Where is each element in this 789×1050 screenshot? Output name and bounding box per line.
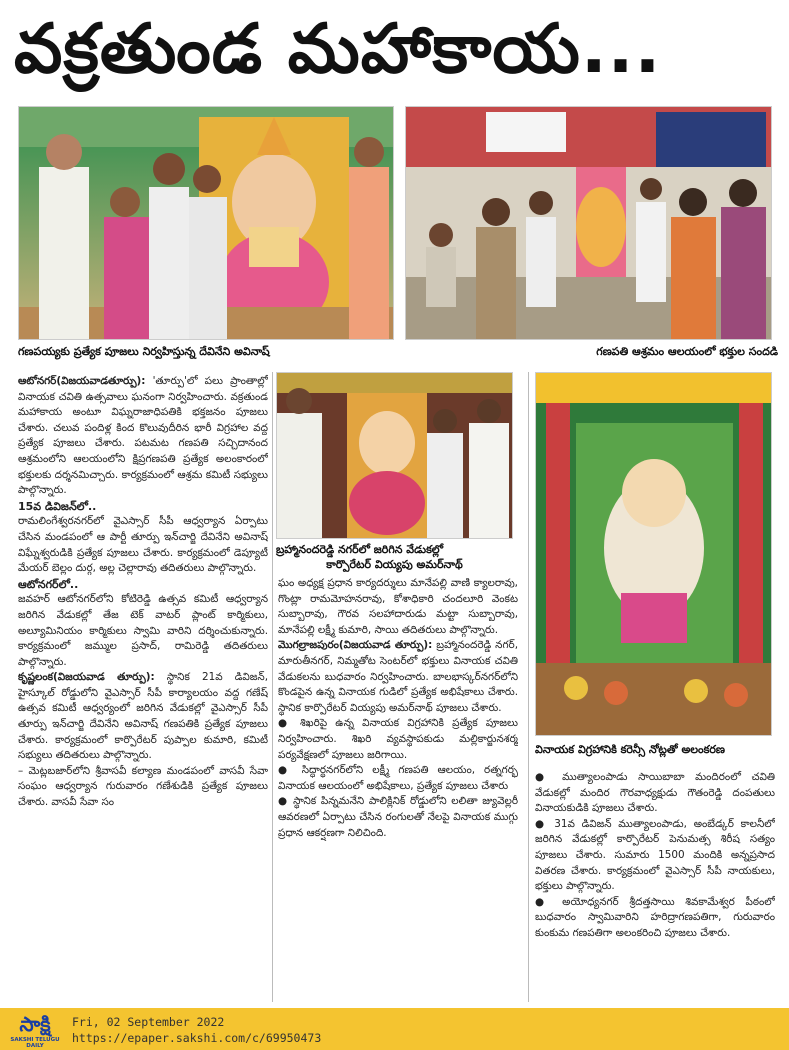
photo2-caption: గణపతి ఆశ్రమం ఆలయంలో భక్తుల సందడి [596, 345, 778, 358]
ganesha-puja-illustration [19, 107, 394, 340]
col2-bullet-3: ● స్థానిక పిన్నమనేని పాలిక్లినిక్ రోడ్డులోని లలితా జ్యువెల్లరీ ఆవరణలో ఏర్పాటు చేసిన రంగులతో నేలపై వినాయక ముగ్గు ప్రధాన ఆకర్షణగా నిలిచింది. [278, 795, 518, 839]
epaper-footer [0, 1008, 789, 1050]
sakshi-logo-mark: సాక్షి [19, 1012, 51, 1036]
article-column-3 [535, 770, 775, 1002]
sakshi-logo [4, 1012, 66, 1049]
ashram-devotees-illustration [406, 107, 772, 340]
col1-para1: 'తూర్పు'లో పలు ప్రాంతాల్లో వినాయక చవితి ఉత్సవాలు ఘనంగా నిర్వహించారు. వక్రతుండ మహాకాయ అంటూ విఘ్నరాజాధిపతికి భక్తజనం పూజలు చేశారు. చలువ పందిళ్ల కింద కొలువుదీరిన భారీ విగ్రహాల వద్ద ప్రత్యేక పూజలు చేశారు. పటమట గణపతి సచ్చిదానంద ఆశ్రమంలోని ఆలయంలోని క్షిప్రగణపతి ప్రత్యేక అలంకారంలో భక్తులకు దర్శనమిచ్చారు. కార్యక్రమంలో ఆశ్రమ కమిటీ సభ్యులు పాల్గొన్నారు. [18, 375, 268, 497]
col3-bullet-2: ● 31వ డివిజన్ ముత్యాలంపాడు, అంబేడ్కర్ కాలనీలో జరిగిన వేడుకల్లో కార్పొరేటర్ పెనుమత్స శిరీష సత్యం పూజలు చేశారు. సుమారు 1500 మందికి అన్నప్రసాద వితరణ చేశారు. కార్యక్రమంలో వైఎస్సార్ సీపీ నాయకులు, భక్తులు పాల్గొన్నారు. [535, 817, 775, 893]
photo4-caption: వినాయక విగ్రహానికి కరెన్సీ నోట్లతో అలంకరణ [535, 743, 725, 756]
brahmanandareddy-nagar-photo [276, 372, 513, 539]
col1-para5: – మెట్లబజార్‌లోని శ్రీవాసవీ కల్యాణ మండపంలో వాసవీ సేవా సంఘం ఆధ్వర్యాన గురువారం గణేశుడికి ప్రత్యేక పూజలు చేశారు. వాసవీ సేవా సం [18, 764, 268, 809]
col1-para3: జవహర్ ఆటోనగర్‌లోని కోటిరెడ్డి ఉత్సవ కమిటీ ఆధ్వర్యాన జరిగిన వేడుకల్లో తేజ టెక్ వాటర్ ప్లాంట్ కార్మికులు, అల్యూమినియం కార్మికులు స్వామి వారిని దర్శించుకున్నారు. కార్యక్రమంలో జమ్ముల ప్రసాద్, రామిరెడ్డి తదితరులు పాల్గొన్నారు. [18, 593, 268, 668]
col1-para4: స్థానిక 21వ డివిజన్, హైస్కూల్ రోడ్డులోని వైఎస్సార్ సీపీ కార్యాలయం వద్ద గణేష్ ఉత్సవ కమిటీ ఆధ్వర్యంలో జరిగిన వేడుకల్లో వైఎస్సార్ సీపీ తూర్పు ఇన్‌చార్జి దేవినేని అవినాష్ గణపతికి ప్రత్యేక పూజలు చేశారు. కార్యక్రమంలో కార్పొరేటర్ పుప్పాల కుమారి, కమిటీ సభ్యులు తదితరులు పాల్గొన్నారు. [18, 671, 268, 762]
sakshi-logo-tagline: SAKSHI TELUGU DAILY [10, 1037, 60, 1049]
headline: వక్రతుండ మహాకాయ... [14, 10, 662, 89]
col2-para2-lead: మొగల్రాజపురం(విజయవాడ తూర్పు): [278, 639, 433, 652]
currency-decoration-illustration [536, 373, 772, 736]
article-column-1 [18, 374, 268, 1002]
col3-bullet-3: ● అయోధ్యనగర్ శ్రీదత్తసాయి శివకామేశ్వర పీఠంలో బుధవారం స్వామివారిని హరిద్రాగణపతిగా, గురువారం కుంకుమ గణపతిగా అలంకరించి పూజలు చేశారు. [535, 895, 775, 939]
col2-para2: బ్రహ్మానందరెడ్డి నగర్, మారుతీనగర్, నిమ్మతోట సెంటర్‌లో భక్తులు వినాయక చవితి వేడుకలను బుధవారం నిర్వహించారు. బాలభాస్కర్‌నగర్‌లోని కొండపైన ఉన్న వినాయక గుడిలో ప్రత్యేక అభిషేకాలు చేశారు. స్థానిక కార్పొరేటర్ వియ్యపు అమర్‌నాథ్ పూజలు చేశారు. [278, 639, 518, 714]
col2-bullet-2: ● సిద్ధార్థనగర్‌లోని లక్ష్మీ గణపతి ఆలయం, రత్నగర్భ వినాయక ఆలయంలో అభిషేకాలు, ప్రత్యేక పూజలు చేశారు [278, 764, 518, 792]
col2-bullet-1: ● శిఖరిపై ఉన్న వినాయక విగ్రహానికి ప్రత్యేక పూజలు నిర్వహించారు. శిఖరి వ్యవస్థాపకుడు మల్లికార్జునశర్మ పర్యవేక్షణలో పూజలు జరిగాయి. [278, 717, 518, 761]
epaper-url-link[interactable]: https://epaper.sakshi.com/c/69950473 [72, 1031, 322, 1045]
currency-decoration-photo [535, 372, 772, 736]
col1-sub2: ఆటోనగర్‌లో.. [18, 577, 79, 591]
col1-sub1: 15వ డివిజన్‌లో.. [18, 499, 97, 513]
article-column-2 [278, 576, 518, 1002]
column-divider [272, 372, 273, 1002]
col2-para1: ఘం అధ్యక్ష ప్రధాన కార్యదర్శులు మానేపల్లి వాణి క్యాలరావు, గొంట్లా రామమోహనరావు, కోశాధికారి చందలూరి వెంకట సుబ్బారావు, గౌరవ సలహాదారుడు మట్టా సుబ్బారావు, మానేపల్లి లక్ష్మీ కుమారి, సాయి తదితరులు పాల్గొన్నారు. [278, 577, 518, 636]
column-divider [528, 372, 529, 1002]
col1-para2: రామలింగేశ్వరనగర్‌లో వైఎస్సార్ సీపీ ఆధ్వర్యాన ఏర్పాటు చేసిన మండపంలో ఆ పార్టీ తూర్పు ఇన్‌చార్జి దేవినేని అవినాష్ విఘ్నేశ్వరుడికి ప్రత్యేక పూజలు చేశారు. కార్యక్రమంలో డెప్యూటీ మేయర్ బెల్లం దుర్గ, అల్ల చెల్లారావు తదితరులు పాల్గొన్నారు. [18, 515, 268, 575]
ashram-devotees-photo [405, 106, 772, 340]
ganesha-puja-photo [18, 106, 394, 340]
col3-bullet-1: ● ముత్యాలంపాడు సాయిబాబా మందిరంలో చవితి వేడుకల్లో మందిర గౌరవాధ్యక్షుడు గౌతంరెడ్డి దంపతులు వినాయకుడికి పూజలు చేశారు. [535, 771, 775, 815]
col1-para4-lead: కృష్ణలంక(విజయవాడ తూర్పు): [18, 671, 155, 684]
photo1-caption: గణపయ్యకు ప్రత్యేక పూజలు నిర్వహిస్తున్న దేవినేని అవినాష్ [18, 345, 270, 358]
photo3-caption-line2: కార్పొరేటర్ వియ్యపు అమర్‌నాథ్ [326, 558, 463, 571]
brahmanandareddy-nagar-illustration [277, 373, 513, 539]
edition-date: Fri, 02 September 2022 [72, 1015, 225, 1029]
col1-para1-lead: ఆటోనగర్(విజయవాడతూర్పు): [18, 375, 146, 387]
photo3-caption-line1: బ్రహ్మానందరెడ్డి నగర్‌లో జరిగిన వేడుకల్లో [276, 543, 444, 556]
